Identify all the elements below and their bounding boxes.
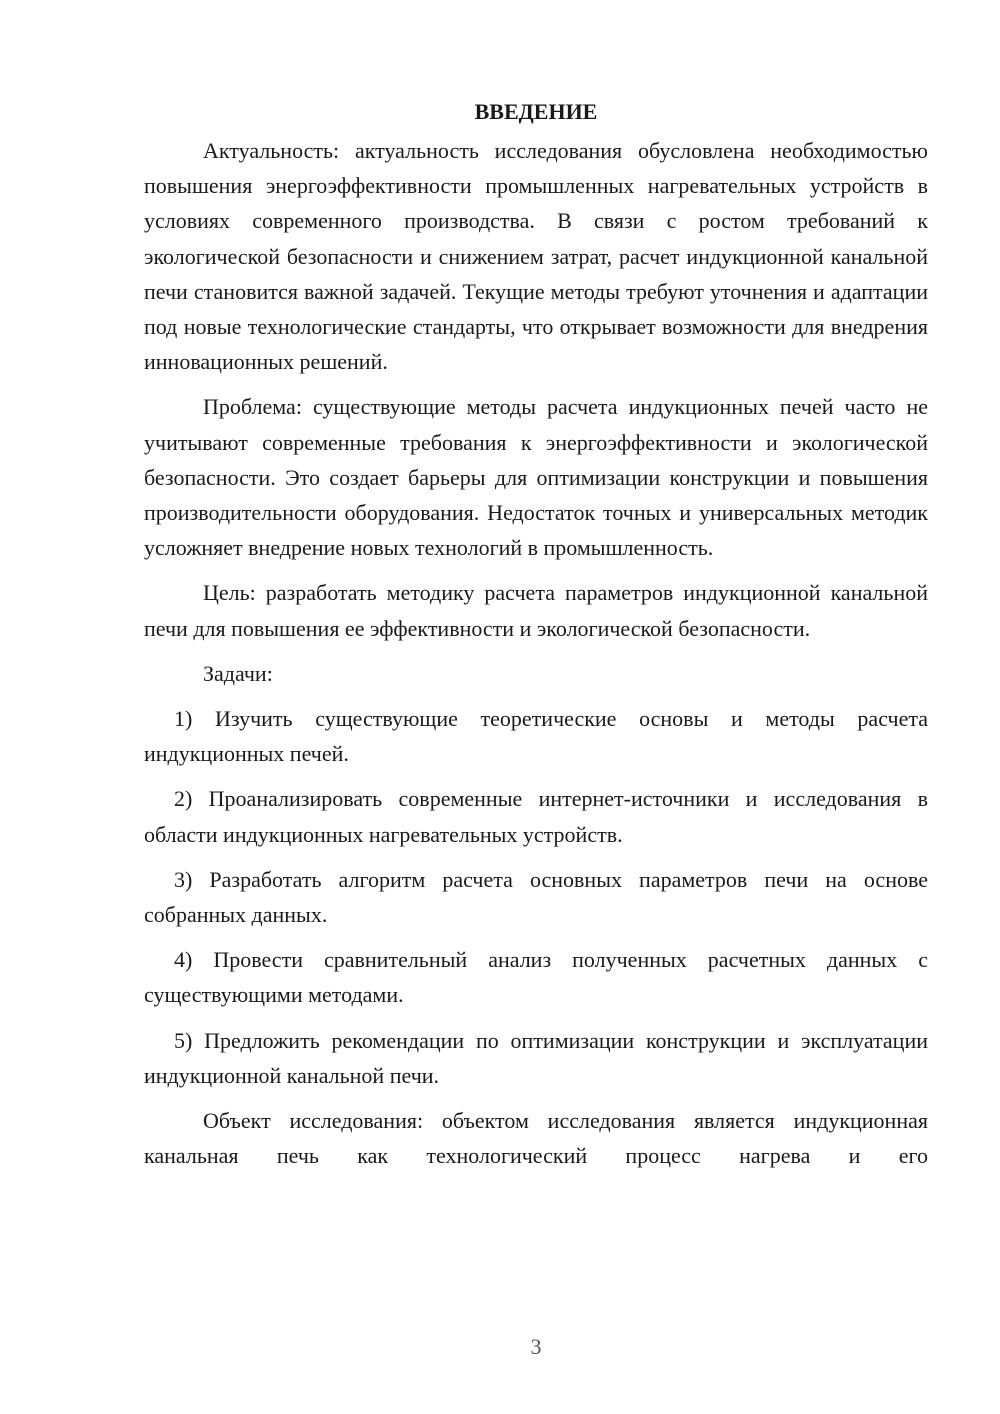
paragraph-relevance: Актуальность: актуальность исследования обусловлена необходимостью повышения энергоэффективности промышленных нагревательных устройств в условиях современного производства. В связи с ростом требований к экологической безопасности и снижением затрат, расчет индукционной канальной печи становится важной задачей. Текущие методы требуют уточнения и адаптации под новые технологические стандарты, что открывает возможности для внедрения инновационных решений. <box>144 138 928 375</box>
paragraph-problem: Проблема: существующие методы расчета индукционных печей часто не учитывают современные требования к энергоэффективности и экологической безопасности. Это создает барьеры для оптимизации конструкции и повышения производительности оборудования. Недостаток точных и универсальных методик усложняет внедрение новых технологий в промышленность. <box>144 394 928 561</box>
task-item-1: 1) Изучить существующие теоретические основы и методы расчета индукционных печей. <box>144 706 928 767</box>
paragraph-tasks-heading: Задачи: <box>203 660 273 686</box>
page-content <box>144 94 928 1173</box>
task-item-2: 2) Проанализировать современные интернет-источники и исследования в области индукционных нагревательных устройств. <box>144 786 928 847</box>
task-item-5: 5) Предложить рекомендации по оптимизации конструкции и эксплуатации индукционной канальной печи. <box>144 1027 928 1088</box>
page-title: ВВЕДЕНИЕ <box>474 99 598 124</box>
paragraph-goal: Цель: разработать методику расчета параметров индукционной канальной печи для повышения ее эффективности и экологической безопасности. <box>144 580 928 641</box>
task-item-4: 4) Провести сравнительный анализ полученных расчетных данных с существующими методами. <box>144 947 928 1008</box>
task-item-3: 3) Разработать алгоритм расчета основных параметров печи на основе собранных данных. <box>144 866 928 928</box>
page-number: 3 <box>530 1334 542 1359</box>
paragraph-object: Объект исследования: объектом исследования является индукционная канальная печь как технологический процесс нагрева и его <box>144 1108 928 1169</box>
